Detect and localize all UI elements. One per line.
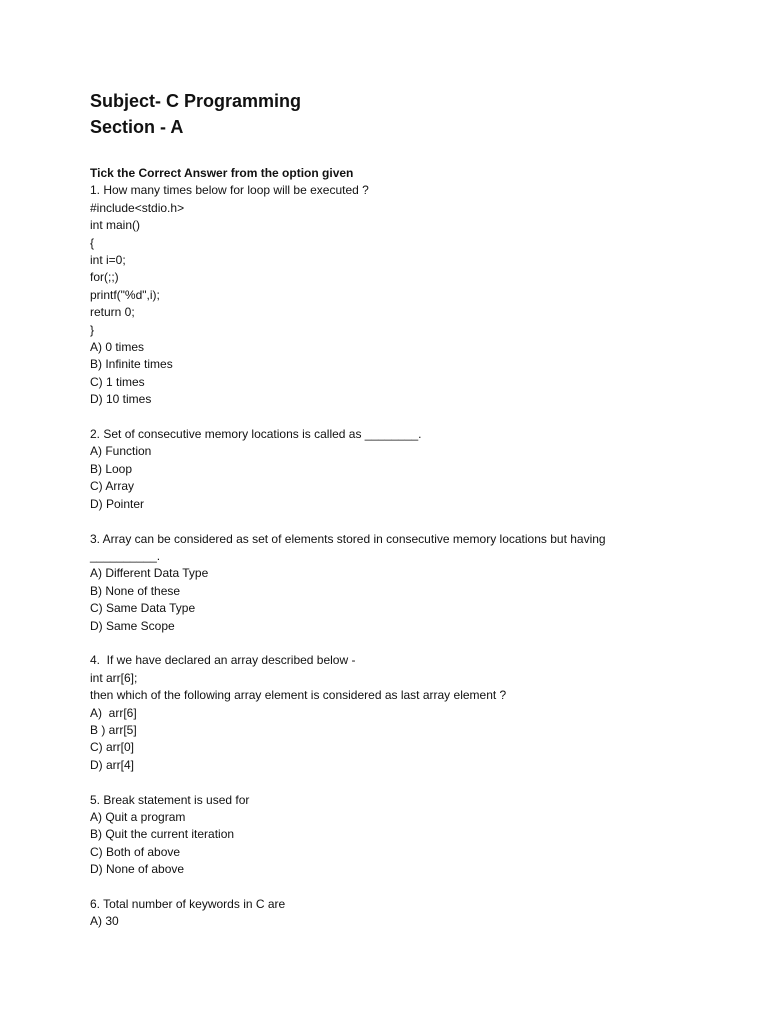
subject-title: Subject- C Programming	[90, 91, 302, 111]
option-c[interactable]: C) arr[0]	[90, 740, 135, 755]
exam-page	[90, 88, 730, 931]
option-d[interactable]: D) Pointer	[90, 496, 145, 511]
question-4	[90, 652, 730, 774]
option-c[interactable]: C) Array	[90, 479, 135, 494]
option-b[interactable]: B) Quit the current iteration	[90, 827, 235, 842]
question-4-text: 4. If we have declared an array described below -	[90, 653, 356, 668]
option-b[interactable]: B ) arr[5]	[90, 722, 137, 737]
spacer	[90, 635, 730, 652]
question-1	[90, 182, 730, 408]
question-1-text: 1. How many times below for loop will be executed ?	[90, 183, 369, 198]
section-title: Section - A	[90, 117, 184, 137]
option-a[interactable]: A) Different Data Type	[90, 566, 209, 581]
option-a[interactable]: A) arr[6]	[90, 705, 137, 720]
question-3	[90, 531, 730, 635]
question-3-text: 3. Array can be considered as set of elements stored in consecutive memory locations but having	[90, 531, 606, 546]
option-a[interactable]: A) 0 times	[90, 340, 145, 355]
spacer	[90, 409, 730, 426]
question-2	[90, 426, 730, 513]
option-d[interactable]: D) None of above	[90, 862, 185, 877]
option-a[interactable]: A) 30	[90, 914, 119, 929]
option-c[interactable]: C) Same Data Type	[90, 601, 196, 616]
question-6-text: 6. Total number of keywords in C are	[90, 896, 286, 911]
question-5	[90, 792, 730, 879]
code-line: int main()	[90, 218, 141, 233]
code-line: return 0;	[90, 305, 135, 320]
question-6	[90, 896, 730, 931]
code-line: for(;;)	[90, 270, 119, 285]
option-d[interactable]: D) Same Scope	[90, 618, 175, 633]
option-c[interactable]: C) Both of above	[90, 844, 181, 859]
question-4-text-continued: then which of the following array element is considered as last array element ?	[90, 688, 507, 703]
spacer	[90, 513, 730, 530]
code-line: printf("%d",i);	[90, 287, 160, 302]
code-line: int i=0;	[90, 253, 126, 268]
option-b[interactable]: B) None of these	[90, 583, 181, 598]
option-d[interactable]: D) 10 times	[90, 392, 152, 407]
option-d[interactable]: D) arr[4]	[90, 757, 135, 772]
code-line: {	[90, 235, 95, 250]
option-b[interactable]: B) Loop	[90, 461, 133, 476]
code-line: }	[90, 322, 95, 337]
code-line: int arr[6];	[90, 670, 138, 685]
instruction-text: Tick the Correct Answer from the option given	[90, 166, 354, 180]
option-a[interactable]: A) Function	[90, 444, 152, 459]
option-a[interactable]: A) Quit a program	[90, 809, 186, 824]
option-b[interactable]: B) Infinite times	[90, 357, 173, 372]
question-2-text: 2. Set of consecutive memory locations is called as ________.	[90, 427, 422, 442]
spacer	[90, 774, 730, 791]
question-5-text: 5. Break statement is used for	[90, 792, 250, 807]
code-line: #include<stdio.h>	[90, 200, 185, 215]
option-c[interactable]: C) 1 times	[90, 374, 145, 389]
question-3-blank: __________.	[90, 548, 161, 563]
spacer	[90, 879, 730, 896]
